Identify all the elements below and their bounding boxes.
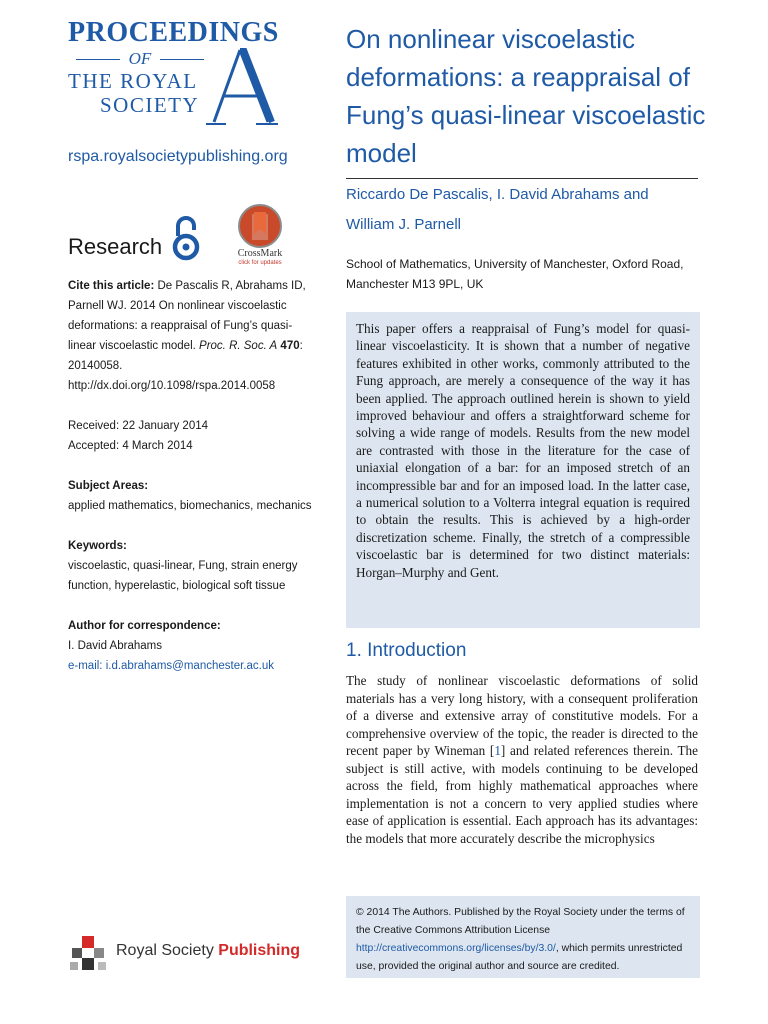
cite-volume: 470 [280, 340, 300, 352]
crossmark-badge[interactable] [232, 204, 288, 270]
journal-website-link[interactable]: rspa.royalsocietypublishing.org [68, 148, 288, 165]
cite-doi-link[interactable]: http://dx.doi.org/10.1098/rspa.2014.0058 [68, 380, 276, 392]
crossmark-label: CrossMark [237, 248, 283, 259]
crossmark-icon [232, 204, 288, 248]
subject-areas-text: applied mathematics, biomechanics, mechanics [68, 500, 312, 512]
correspondence-email-link[interactable]: e-mail: i.d.abrahams@manchester.ac.uk [68, 660, 274, 672]
publisher-logo [68, 932, 318, 982]
correspondence-name: I. David Abrahams [68, 640, 162, 652]
copyright-icon: © [356, 907, 364, 918]
license-text-end: , which permits unrestricted use, provided the original author and source are credited. [356, 943, 683, 972]
title-divider [346, 178, 698, 179]
introduction-heading: 1. Introduction [346, 640, 467, 661]
logo-society: SOCIETY [100, 93, 200, 117]
introduction-text [346, 672, 698, 847]
logo-proceedings: PROCEEDINGS [68, 17, 279, 48]
logo-the-royal: THE ROYAL [68, 69, 198, 93]
license-text: 2014 The Authors. Published by the Royal Society under the terms of the Creative Commons Attribution License [356, 907, 685, 936]
abstract-box [346, 312, 700, 628]
intro-text-part2: ] and related references therein. The subject is still active, with models continuing to be developed across the field, from highly mathematical approaches where implementation is not a concern to very applied studies where ease of application is essential. Each approach has its advantages: the models that more accurately describe the microphysics [346, 743, 698, 846]
citation [68, 276, 318, 396]
cite-text: De Pascalis R, Abrahams ID, Parnell WJ. 2014 On nonlinear viscoelastic deformations: a reappraisal of Fung’s quasi-linear viscoelastic model. [68, 280, 306, 352]
cite-label: Cite this article: [68, 280, 155, 292]
keywords-text: viscoelastic, quasi-linear, Fung, strain energy function, hyperelastic, biological soft tissue [68, 560, 298, 592]
cite-journal: Proc. R. Soc. A [199, 340, 278, 352]
reference-link[interactable]: 1 [494, 743, 501, 758]
license-url-link[interactable]: http://creativecommons.org/licenses/by/3.0/ [356, 943, 556, 954]
keywords-label: Keywords: [68, 540, 127, 552]
logo-big-a-icon [204, 48, 278, 128]
license-box [346, 896, 700, 978]
article-info [68, 276, 318, 676]
received-date: Received: 22 January 2014 [68, 420, 209, 432]
author-affiliation: School of Mathematics, University of Manchester, Oxford Road, Manchester M13 9PL, UK [346, 257, 684, 291]
section-label: Research [68, 234, 163, 259]
open-access-icon [170, 214, 202, 262]
publisher-name [116, 942, 300, 960]
publisher-name-part2: Publishing [218, 942, 301, 959]
intro-text-part1: The study of nonlinear viscoelastic deformations of solid materials has a very long history, with a consequent proliferation of a diverse and extensive array of constitutive models. For a comprehensive overview of the topic, the reader is directed to the recent paper by Wineman [ [346, 673, 698, 758]
article-title: On nonlinear viscoelastic deformations: a reappraisal of Fung’s quasi-linear viscoelastic model [346, 24, 706, 168]
publisher-name-part1: Royal Society [116, 942, 219, 959]
cite-pages: : 20140058. [68, 340, 303, 372]
correspondence-label: Author for correspondence: [68, 620, 221, 632]
journal-logo [68, 18, 278, 128]
accepted-date: Accepted: 4 March 2014 [68, 440, 193, 452]
article-authors: Riccardo De Pascalis, I. David Abrahams and William J. Parnell [346, 186, 649, 233]
publisher-cubes-icon [68, 932, 112, 976]
subject-areas-label: Subject Areas: [68, 480, 149, 492]
logo-of: OF [68, 50, 212, 68]
abstract-text: This paper offers a reappraisal of Fung’s model for quasi-linear viscoelasticity. It is shown that a number of negative features exhibited in other works, commonly attributed to the Fung approach, are merely a consequence of the way it has been applied. The approach outlined herein is shown to yield improved behaviour and offers a straightforward scheme for solving a wide range of models. Results from the new model are contrasted with those in the literature for the case of uniaxial elongation of a bar: for an imposed stretch of an incompressible bar and for an imposed load. In the latter case, a numerical solution to a Volterra integral equation is required to obtain the results. This is achieved by a high-order discretization scheme. Finally, the stretch of a compressible viscoelastic bar is determined for two distinct materials: Horgan–Murphy and Gent. [356, 321, 690, 580]
crossmark-sub: click for updates [238, 260, 282, 266]
